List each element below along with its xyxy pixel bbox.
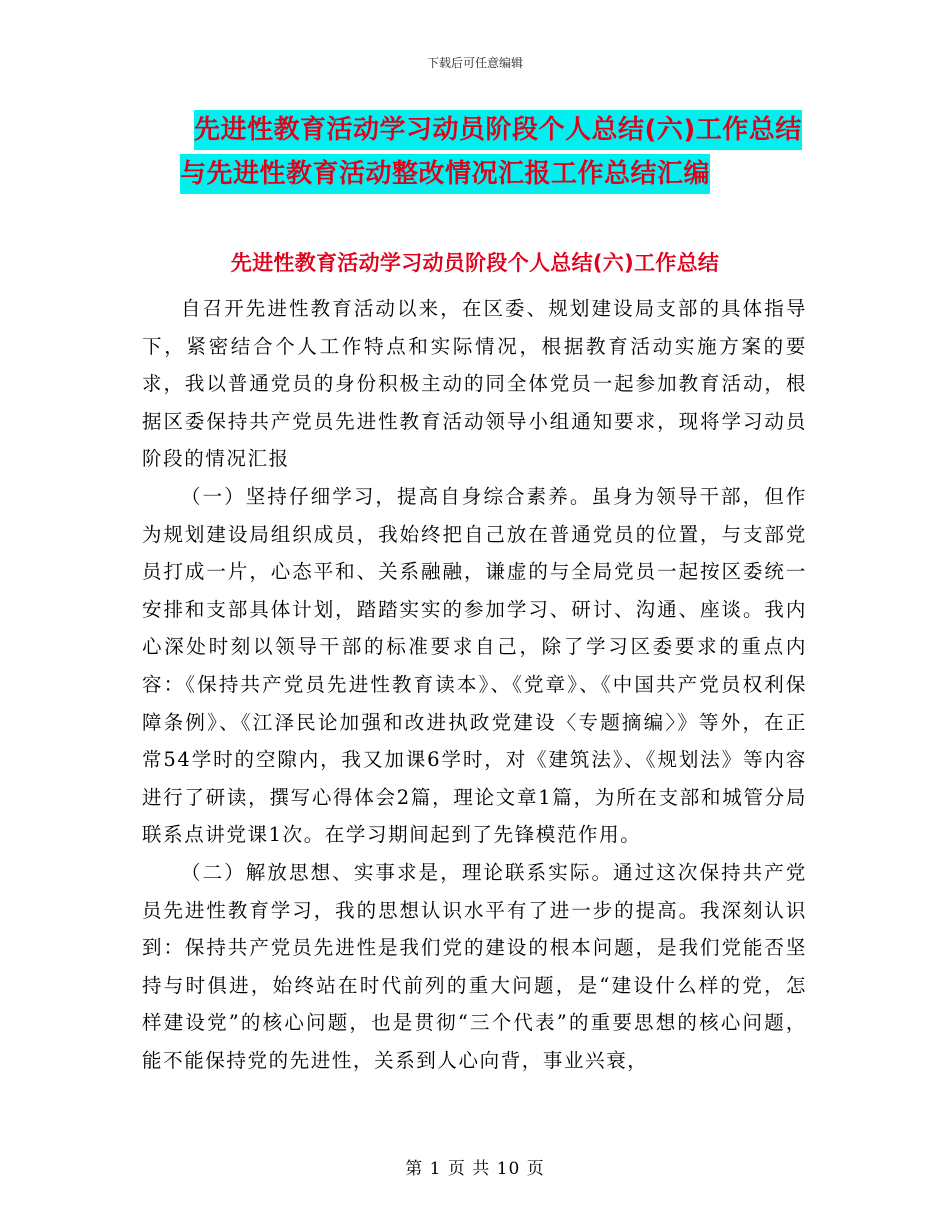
header-note: 下载后可任意编辑 [426, 56, 523, 70]
paragraph-section-1: （一）坚持仔细学习，提高自身综合素养。虽身为领导干部，但作为规划建设局组织成员，我始终把自己放在普通党员的位置，与支部党员打成一片，心态平和、关系融融，谦虚的与全局党员一起按区委统一安排和支部具体计划，踏踏实实的参加学习、研讨、沟通、座谈。我内心深处时刻以领导干部的标准要求自己，除了学习区委要求的重点内容：《保持共产党员先进性教育读本》、《党章》、《中国共产党员权利保障条例》、《江泽民论加强和改进执政党建设〈专题摘编〉》等外，在正常54学时的空隙内，我又加课6学时，对《建筑法》、《规划法》等内容进行了研读，撰写心得体会2篇，理论文章1篇，为所在支部和城管分局联系点讲党课1次。在学习期间起到了先锋模范作用。 [142, 484, 807, 847]
paragraph-section-2: （二）解放思想、实事求是，理论联系实际。通过这次保持共产党员先进性教育学习，我的思想认识水平有了进一步的提高。我深刻认识到：保持共产党员先进性是我们党的建设的根本问题，是我们党能否坚持与时俱进，始终站在时代前列的重大问题，是“建设什么样的党，怎样建设党”的核心问题，也是贯彻“三个代表”的重要思想的核心问题，能不能保持党的先进性，关系到人心向背，事业兴衰， [142, 860, 807, 1072]
section-subtitle: 先进性教育活动学习动员阶段个人总结(六)工作总结 [230, 251, 720, 275]
page-indicator: 第 1 页 共 10 页 [405, 1159, 545, 1179]
document-title [180, 110, 820, 194]
paragraph-intro: 自召开先进性教育活动以来，在区委、规划建设局支部的具体指导下，紧密结合个人工作特点和实际情况，根据教育活动实施方案的要求，我以普通党员的身份积极主动的同全体党员一起参加教育活动，根据区委保持共产党员先进性教育活动领导小组通知要求，现将学习动员阶段的情况汇报 [142, 297, 807, 471]
document-body [142, 290, 807, 1079]
title-line-2: 与先进性教育活动整改情况汇报工作总结汇编 [180, 154, 710, 194]
title-line-1: 先进性教育活动学习动员阶段个人总结(六)工作总结 [194, 110, 802, 150]
